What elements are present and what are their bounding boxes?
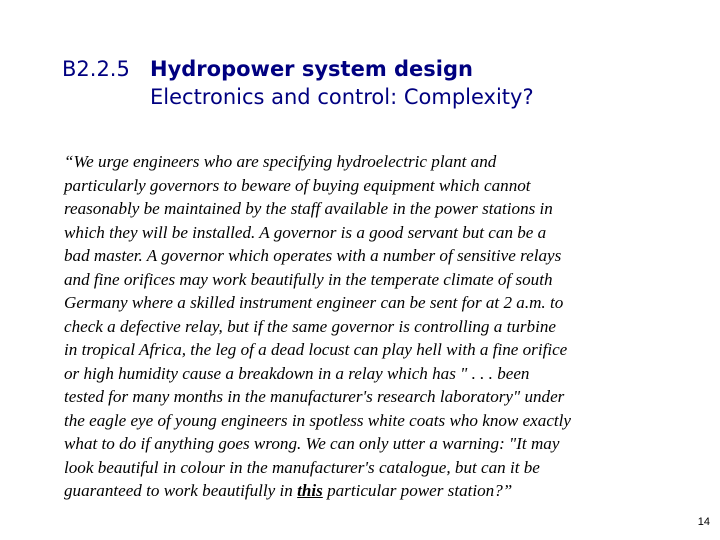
page-number: 14 <box>697 516 710 528</box>
slide-subtitle: Electronics and control: Complexity? <box>150 85 534 109</box>
quote-line: “We urge engineers who are specifying hydroelectric plant and <box>64 152 497 171</box>
quote-emphasis: this <box>297 481 323 500</box>
section-number: B2.2.5 <box>62 57 130 81</box>
quote-line: and fine orifices may work beautifully in the temperate climate of south <box>64 269 553 289</box>
quote-line: which they will be installed. A governor is a good servant but can be a <box>64 222 547 242</box>
quote-line: look beautiful in colour in the manufacturer's catalogue, but can it be <box>64 457 540 477</box>
quote-line: reasonably be maintained by the staff available in the power stations in <box>64 199 553 218</box>
quote-line: tested for many months in the manufacturer's research laboratory" under <box>64 387 565 406</box>
quote-line: particularly governors to beware of buying equipment which cannot <box>64 175 531 195</box>
quote-last-line-end: particular power station?” <box>322 481 513 500</box>
quote-line: what to do if anything goes wrong. We can only utter a warning: "It may <box>64 434 560 453</box>
quote-line: or high humidity cause a breakdown in a relay which has " . . . been <box>64 363 530 383</box>
quote-line: in tropical Africa, the leg of a dead locust can play hell with a fine orifice <box>64 340 568 359</box>
quote-line: the eagle eye of young engineers in spotless white coats who know exactly <box>64 410 571 430</box>
quote-last-line <box>64 479 704 503</box>
slide-heading <box>62 55 534 111</box>
quote-line: check a defective relay, but if the same governor is controlling a turbine <box>64 316 556 336</box>
slide-title: Hydropower system design <box>150 57 473 81</box>
quote-line: bad master. A governor which operates with a number of sensitive relays <box>64 246 562 265</box>
quote-block <box>64 150 704 503</box>
quote-last-line-start: guaranteed to work beautifully in <box>64 481 298 500</box>
quote-line: Germany where a skilled instrument engineer can be sent for at 2 a.m. to <box>64 293 564 312</box>
